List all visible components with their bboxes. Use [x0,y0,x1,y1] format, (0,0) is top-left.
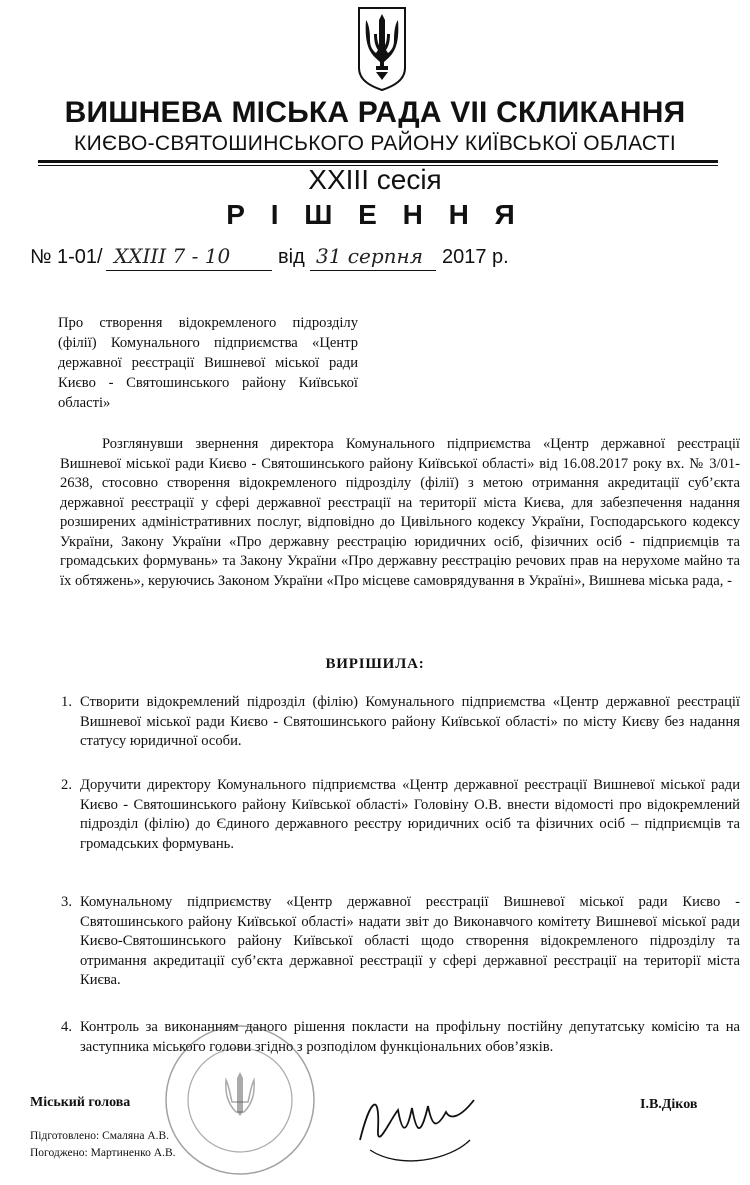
item-text: Створити відокремлений підрозділ (філію) Комунального підприємства «Центр державної реєстрації Вишневої міської ради Києво - Святошинського району Київської області» по місту Києву без надання статусу юридичної особи. [80,694,740,749]
official-seal-icon [160,1020,320,1180]
list-item [50,776,740,854]
list-item [50,1018,740,1057]
item-number: 3. [61,894,72,910]
decision-title: Р І Ш Е Н Н Я [226,199,524,230]
item-number: 1. [61,694,72,710]
date-underline [310,270,436,271]
session-title: XXIII сесія [308,164,442,195]
year: 2017 р. [442,246,509,268]
item-text: Доручити директору Комунального підприємства «Центр державної реєстрації Вишневої міської ради Києво - Святошинського району Київської області» Головіну О.В. внести відомості про відокремлений підрозділ (філію) до Єдиного державного реєстру юридичних осіб та фізичних осіб – підприємців та громадських формувань. [80,777,740,852]
number-prefix: № 1-01/ [30,246,103,268]
preamble-paragraph: Розглянувши звернення директора Комунального підприємства «Центр державної реєстрації Вишневої міської ради Києво - Святошинського району Київської області» від 16.08.2017 року вх. № 3/01-2638, стосовно створення відокремленого підрозділу (філії) з метою отримання акредитації суб’єкта державної реєстрації у сфері державної реєстрації на території міста Києва, для забезпечення надання розширених адміністративних послуг, відповідно до Цивільного кодексу України, Господарського кодексу України, Закону України «Про державну реєстрацію юридичних осіб, фізичних осіб - підприємців та громадських формувань» та Закону України «Про державну реєстрацію речових прав на нерухоме майно та їх обтяжень», керуючись Законом України «Про місцеве самоврядування в Україні», Вишнева міська рада, - [60,436,740,589]
item-number: 4. [61,1019,72,1035]
signature-icon [350,1060,480,1170]
handwritten-number: XXIII 7 - 10 [114,244,231,268]
council-name: ВИШНЕВА МІСЬКА РАДА VII СКЛИКАННЯ [64,96,686,129]
signature-title: Міський голова [30,1095,131,1110]
prepared-by: Підготовлено: Смаляна А.В. [30,1130,170,1142]
resolved-heading: ВИРІШИЛА: [325,656,425,672]
item-number: 2. [61,777,72,793]
signature-name: І.В.Діков [640,1097,698,1112]
list-item [50,693,740,752]
coat-of-arms-icon [356,6,408,92]
number-underline [106,270,272,271]
district-name: КИЄВО-СВЯТОШИНСЬКОГО РАЙОНУ КИЇВСЬКОЇ ОБЛАСТІ [74,132,676,155]
decision-subject: Про створення відокремленого підрозділу (філії) Комунального підприємства «Центр державної реєстрації Вишневої міської ради Києво - Святошинського району Київської області» [58,315,358,411]
decision-number-line [30,246,730,276]
date-from-label: від [278,246,305,268]
list-item [50,893,740,991]
handwritten-date: 31 серпня [316,244,423,268]
header-divider [38,160,718,163]
agreed-by: Погоджено: Мартиненко А.В. [30,1147,176,1159]
item-text: Контроль за виконанням даного рішення покласти на профільну постійну депутатську комісію та на заступника міського голови згідно з розподілом функціональних обов’язків. [80,1019,740,1055]
item-text: Комунальному підприємству «Центр державної реєстрації Вишневої міської ради Києво - Святошинського району Київської області» надати звіт до Виконавчого комітету Вишневої міської ради Києво-Святошинського району Київської області щодо створення відокремленого підрозділу та отримання акредитації суб’єкта державної реєстрації у сфері державної реєстрації на території міста Києва. [80,894,740,988]
